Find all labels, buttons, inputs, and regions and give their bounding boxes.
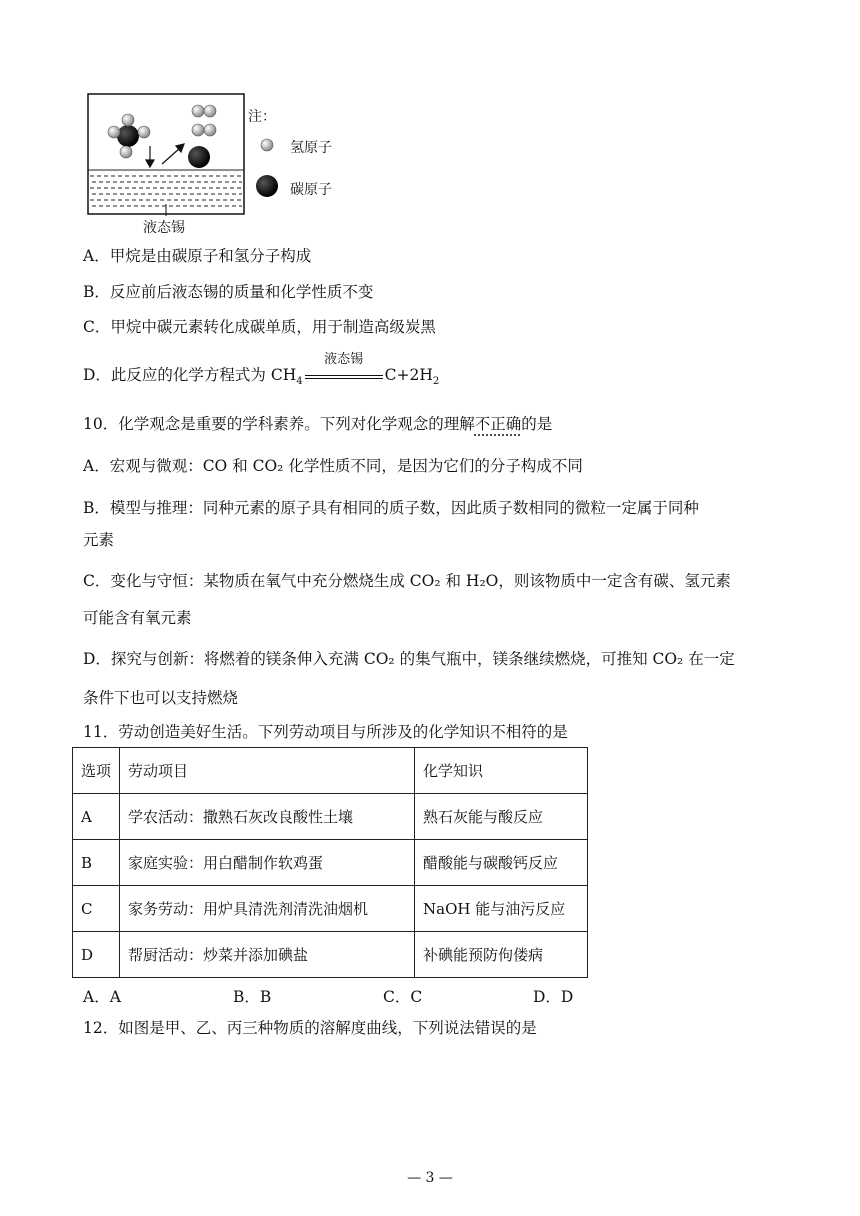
q10-option-b-line2: 元素 <box>83 531 115 549</box>
q12-stem: 12．如图是甲、乙、丙三种物质的溶解度曲线，下列说法错误的是 <box>83 1019 537 1037</box>
q9-option-d: D．此反应的化学方程式为 $CH_4$ 液态锡 $C+2H_2$ <box>83 352 440 388</box>
page-number: — 3 — <box>407 1170 453 1186</box>
q11-option-d: D．D <box>533 988 574 1006</box>
table-row <box>73 886 588 932</box>
q11-table <box>72 747 588 978</box>
table-cell: 补碘能预防佝偻病 <box>415 932 588 978</box>
legend-carbon-icon <box>256 175 278 197</box>
legend-hydrogen-icon <box>261 139 273 151</box>
table-cell: 熟石灰能与酸反应 <box>415 794 588 840</box>
q10-option-c-line2: 可能含有氧元素 <box>83 609 192 627</box>
table-cell: 家务劳动：用炉具清洗剂清洗油烟机 <box>120 886 415 932</box>
q10-option-d-line1: D．探究与创新：将燃着的镁条伸入充满 CO₂ 的集气瓶中，镁条继续燃烧，可推知 CO₂ 在一定 <box>83 650 735 668</box>
container-box <box>88 94 244 214</box>
table-row <box>73 932 588 978</box>
q9-option-a: A．甲烷是由碳原子和氢分子构成 <box>83 247 312 265</box>
legend-hydrogen-label: 氢原子 <box>290 140 332 156</box>
table-cell: 醋酸能与碳酸钙反应 <box>415 840 588 886</box>
q11-stem: 11．劳动创造美好生活。下列劳动项目与所涉及的化学知识不相符的是 <box>83 723 568 741</box>
q10-option-a: A．宏观与微观：CO 和 CO₂ 化学性质不同，是因为它们的分子构成不同 <box>83 457 583 475</box>
table-cell: 学农活动：撒熟石灰改良酸性土壤 <box>120 794 415 840</box>
table-header-row <box>73 748 588 794</box>
q10-option-b-line1: B．模型与推理：同种元素的原子具有相同的质子数，因此质子数相同的微粒一定属于同种 <box>83 499 699 517</box>
table-row <box>73 794 588 840</box>
table-cell: 帮厨活动：炒菜并添加碘盐 <box>120 932 415 978</box>
table-cell: D <box>73 932 120 978</box>
reaction-condition: 液态锡 <box>305 365 383 387</box>
table-header-cell: 劳动项目 <box>120 748 415 794</box>
q11-option-b: B．B <box>233 988 272 1006</box>
diagram-caption: 液态锡 <box>143 220 185 236</box>
q9-option-b: B．反应前后液态锡的质量和化学性质不变 <box>83 283 374 301</box>
q11-option-c: C．C <box>383 988 423 1006</box>
table-cell: A <box>73 794 120 840</box>
table-cell: B <box>73 840 120 886</box>
table-header-cell: 化学知识 <box>415 748 588 794</box>
legend-note-title: 注： <box>248 109 276 125</box>
reaction-diagram <box>86 92 356 242</box>
legend-carbon-label: 碳原子 <box>290 182 332 198</box>
q9-option-c: C．甲烷中碳元素转化成碳单质，用于制造高级炭黑 <box>83 318 436 336</box>
table-header-cell: 选项 <box>73 748 120 794</box>
q11-option-a: A．A <box>83 988 121 1006</box>
table-cell: NaOH 能与油污反应 <box>415 886 588 932</box>
carbon-atom <box>188 146 210 168</box>
table-row <box>73 840 588 886</box>
q10-option-d-line2: 条件下也可以支持燃烧 <box>83 689 239 707</box>
table-cell: 家庭实验：用白醋制作软鸡蛋 <box>120 840 415 886</box>
q10-stem: 10．化学观念是重要的学科素养。下列对化学观念的理解不正确的是 <box>83 415 553 433</box>
table-cell: C <box>73 886 120 932</box>
q10-option-c-line1: C．变化与守恒：某物质在氧气中充分燃烧生成 CO₂ 和 H₂O，则该物质中一定含有碳、氢元素 <box>83 572 731 590</box>
